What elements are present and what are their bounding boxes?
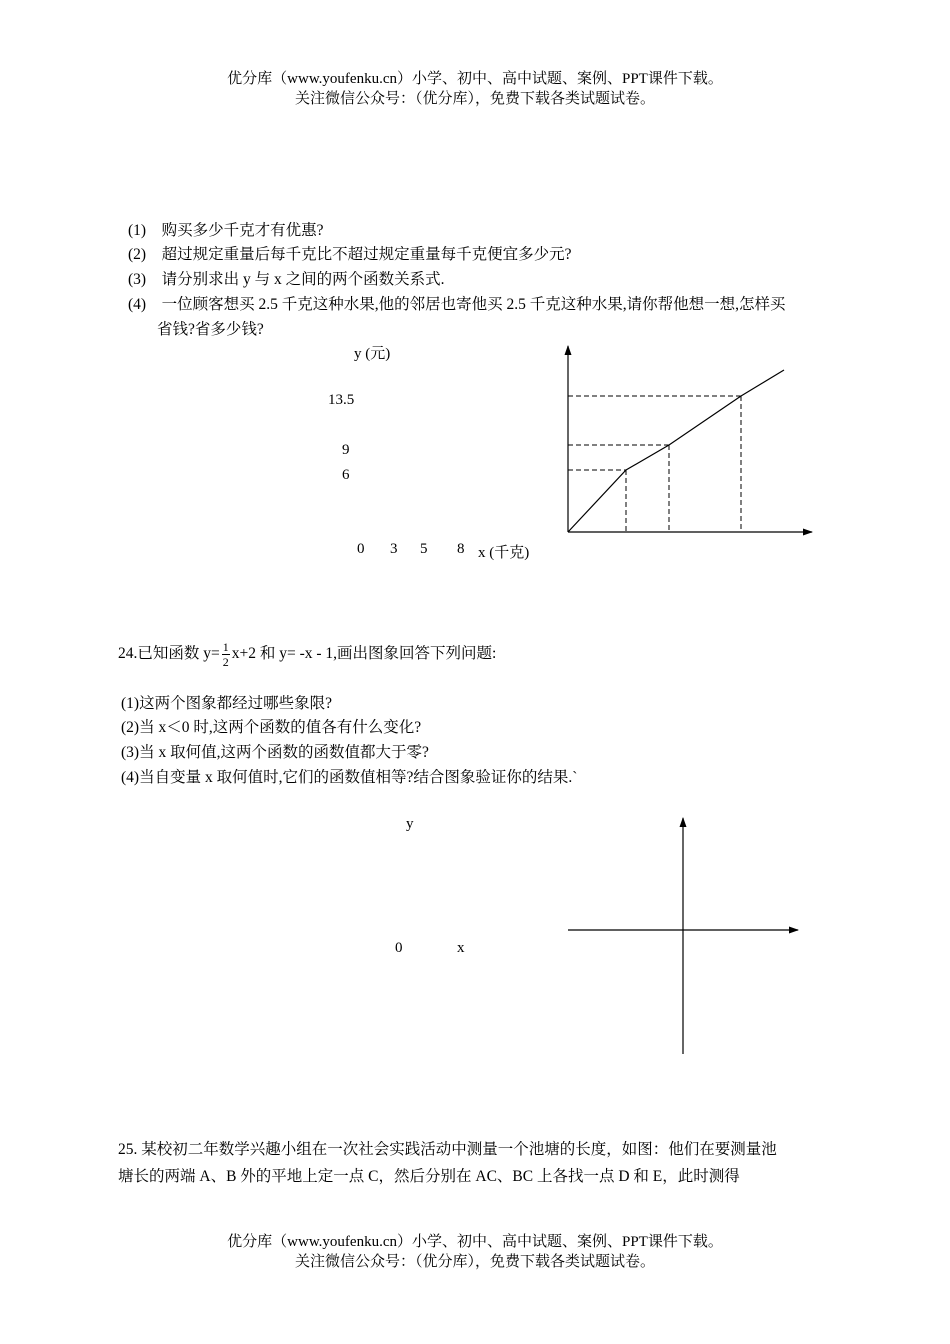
q23-item-3-num: (3)	[128, 271, 147, 288]
graph1-x-tick-0: 0	[357, 541, 365, 557]
graph1-x-tick-3: 3	[390, 541, 398, 557]
header-line-1: 优分库（www.youfenku.cn）小学、初中、高中试题、案例、PPT课件下载。	[227, 71, 723, 87]
q23-item-4-text: 一位顾客想买 2.5 千克这种水果,他的邻居也寄他买 2.5 千克这种水果,请你帮他想一想,怎样买	[161, 296, 786, 313]
q23-item-4-num: (4)	[128, 296, 147, 313]
q24-item-2: (2)当 x＜0 时,这两个函数的值各有什么变化?	[121, 719, 422, 736]
q24-item-3: (3)当 x 取何值,这两个函数的函数值都大于零?	[121, 744, 429, 761]
graph2-x-label: x	[457, 940, 465, 956]
q23-item-2-text: 超过规定重量后每千克比不超过规定重量每千克便宜多少元?	[161, 246, 572, 263]
footer-line-1: 优分库（www.youfenku.cn）小学、初中、高中试题、案例、PPT课件下载。	[227, 1234, 723, 1250]
graph2-y-label: y	[406, 816, 414, 832]
q23-item-3-text: 请分别求出 y 与 x 之间的两个函数关系式.	[161, 271, 445, 288]
graph1-x-axis-label: x (千克)	[478, 545, 530, 561]
q24-prefix: 24.已知函数 y=	[118, 645, 220, 663]
q23-item-1-num: (1)	[128, 222, 147, 239]
header-line-2: 关注微信公众号：（优分库），免费下载各类试题试卷。	[294, 91, 655, 107]
q25-line-1: 25. 某校初二年数学兴趣小组在一次社会实践活动中测量一个池塘的长度，如图：他们在要测量池	[118, 1141, 777, 1158]
q24-item-1: (1)这两个图象都经过哪些象限?	[121, 695, 332, 712]
graph1-y-tick-6: 6	[342, 467, 350, 483]
graph1-y-axis-label: y (元)	[354, 346, 391, 362]
q25-line-2: 塘长的两端 A、B 外的平地上定一点 C，然后分别在 AC、BC 上各找一点 D 和 E，此时测得	[118, 1168, 740, 1185]
graph1-y-tick-9: 9	[342, 442, 350, 458]
footer-line-2: 关注微信公众号：（优分库），免费下载各类试题试卷。	[294, 1254, 655, 1270]
q23-item-4-continued: 省钱?省多少钱?	[157, 321, 264, 338]
q24-item-4: (4)当自变量 x 取何值时,它们的函数值相等?结合图象验证你的结果.`	[121, 769, 578, 786]
graph2-origin-label: 0	[395, 940, 403, 956]
graph1-x-tick-5: 5	[420, 541, 428, 557]
q24-frac-numerator: 1	[222, 640, 229, 654]
graph1-y-tick-13-5: 13.5	[328, 392, 355, 408]
q24-suffix: x+2 和 y= -x - 1,画出图象回答下列问题:	[231, 645, 497, 663]
q23-item-2-num: (2)	[128, 246, 147, 263]
graph1-x-tick-8: 8	[457, 541, 465, 557]
q24-frac-denominator: 2	[222, 655, 229, 669]
q23-item-1-text: 购买多少千克才有优惠?	[161, 222, 324, 239]
